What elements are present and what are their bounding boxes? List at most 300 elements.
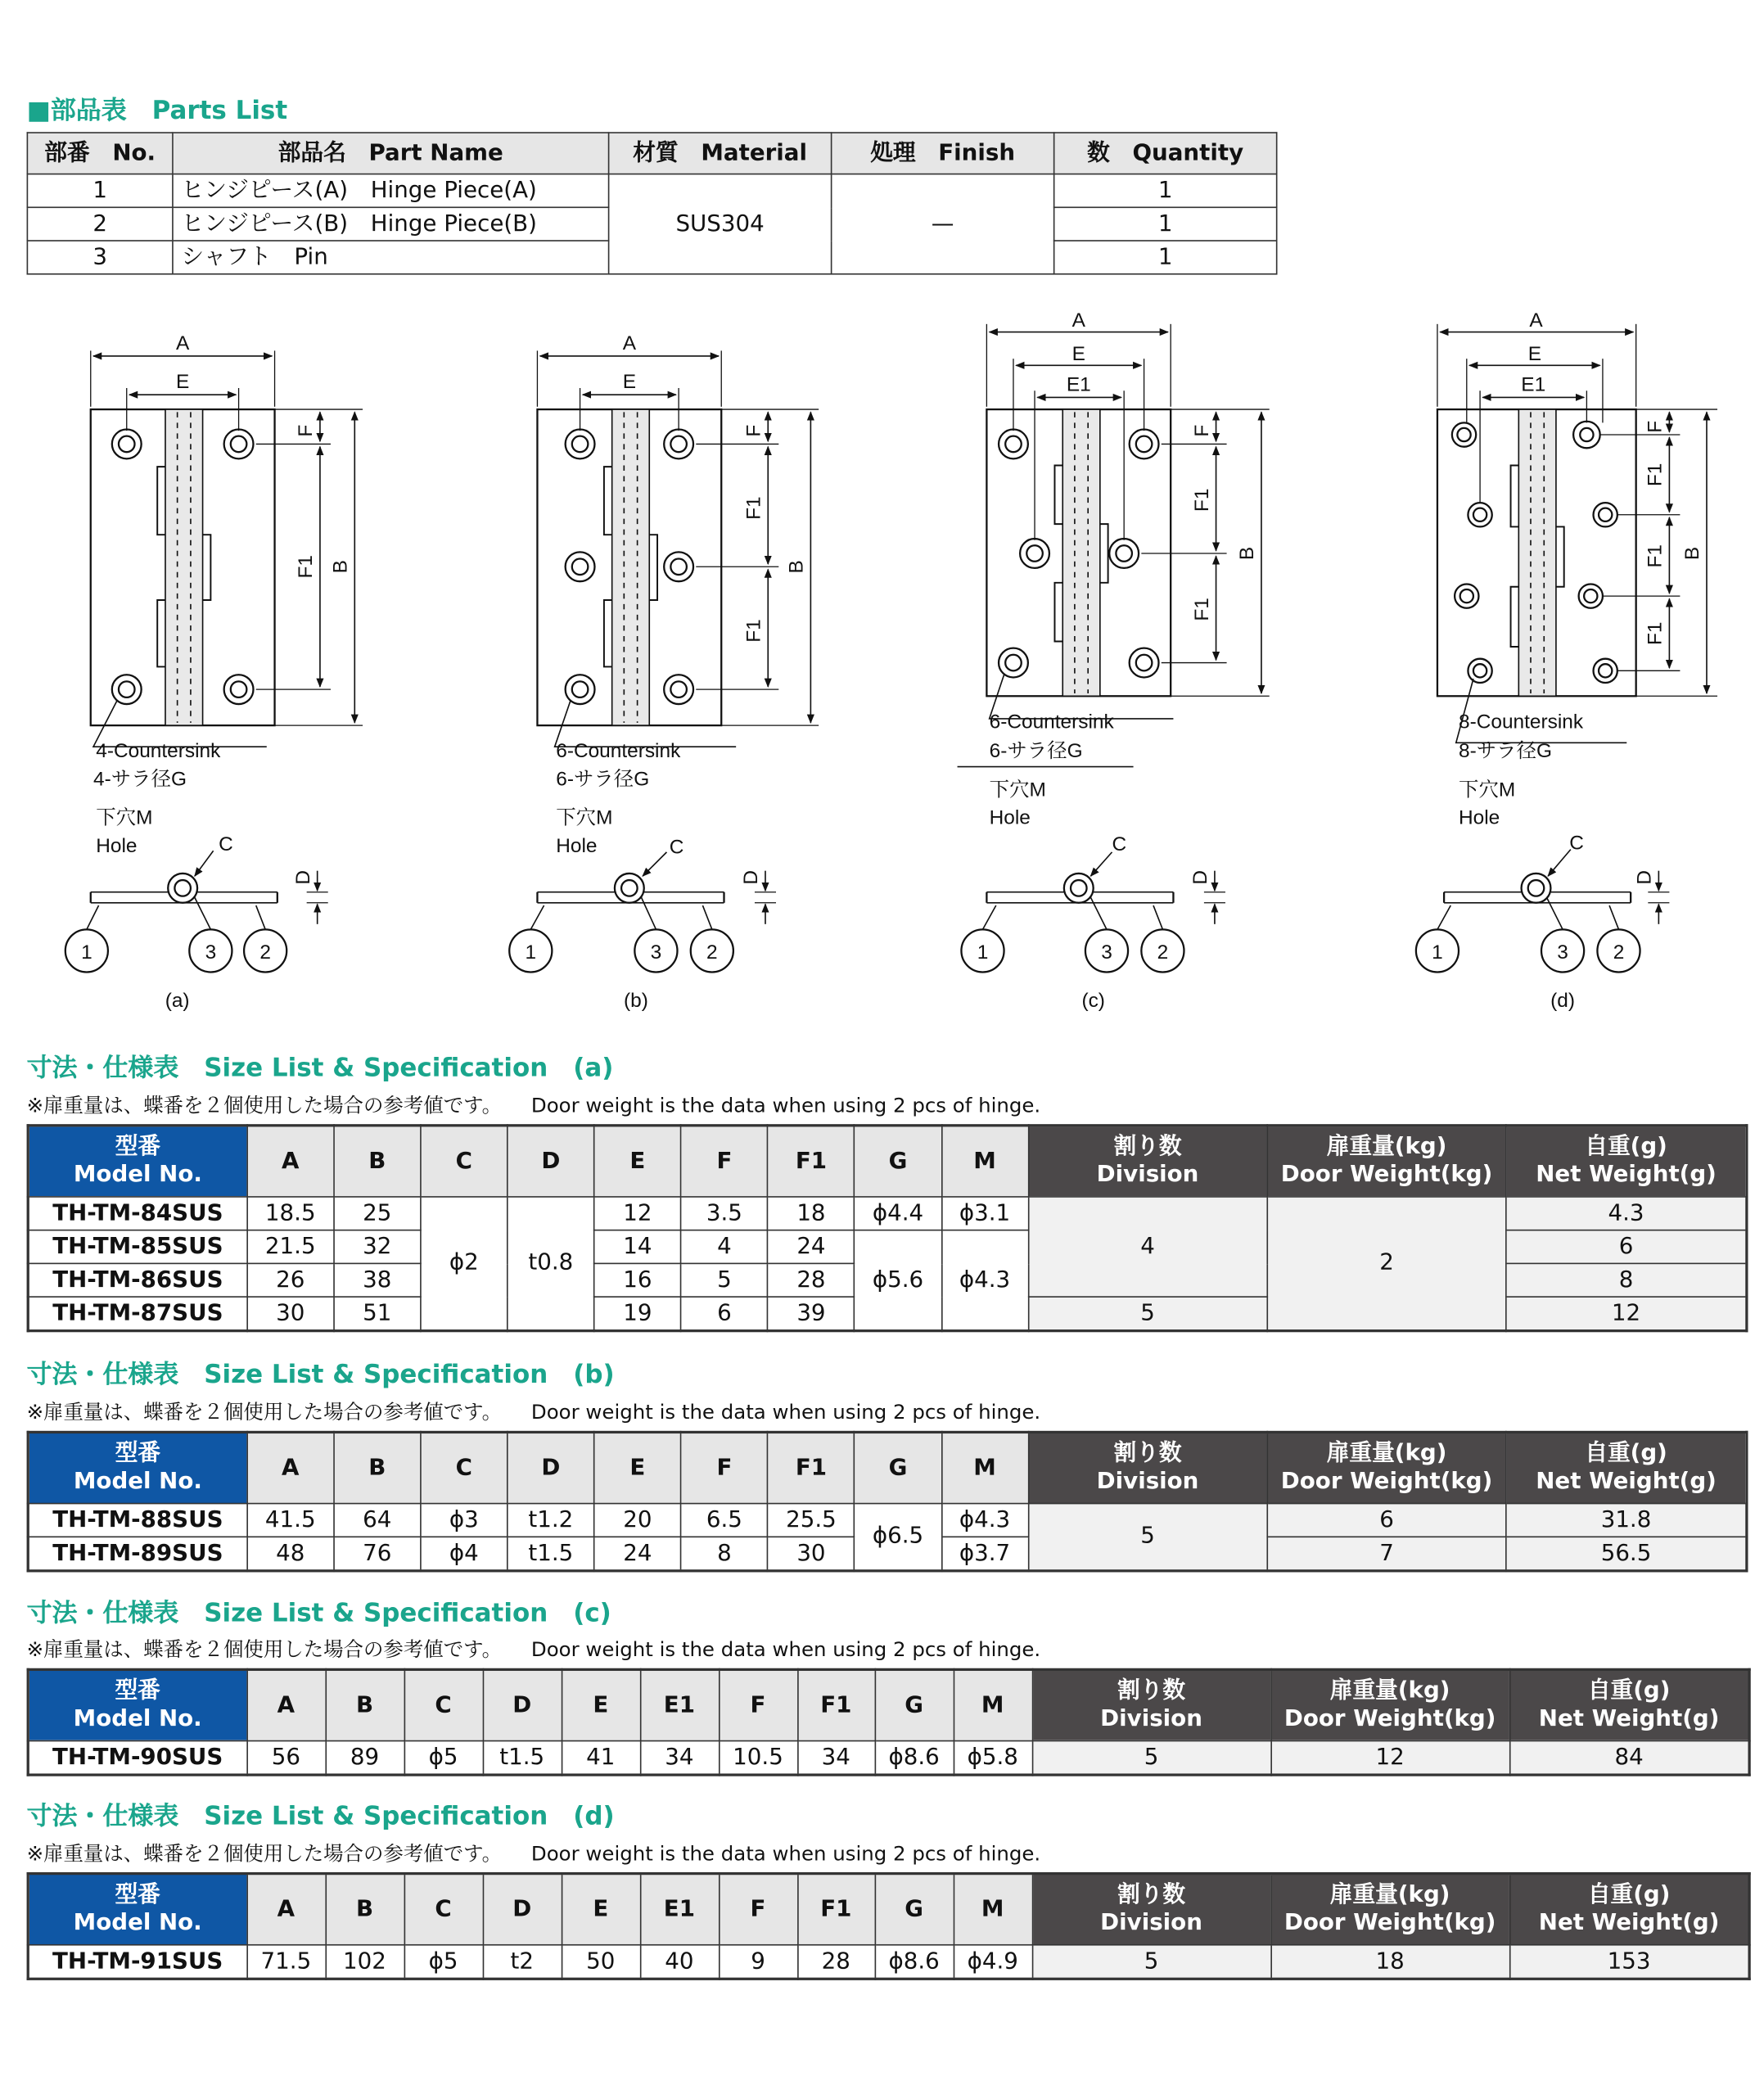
countersink-hole [566, 675, 595, 704]
countersink-hole [1020, 539, 1049, 568]
cell-b: 89 [325, 1741, 404, 1776]
model-cell: TH-TM-86SUS [28, 1263, 247, 1297]
countersink-hole [1594, 659, 1617, 683]
header-g: G [875, 1874, 954, 1945]
header-b: B [325, 1874, 404, 1945]
countersink-hole [664, 552, 693, 581]
cell-f1: 25.5 [768, 1504, 855, 1537]
header-division-en: Division [1100, 1705, 1202, 1732]
figure-caption-d: (d) [1550, 989, 1576, 1012]
cell-net-weight: 6 [1506, 1230, 1747, 1264]
cell-a: 48 [247, 1537, 334, 1571]
cell-net-weight: 8 [1506, 1263, 1747, 1297]
parts-list-table [27, 132, 1278, 274]
countersink-hole [224, 430, 254, 459]
cell-e: 19 [594, 1297, 681, 1331]
header-division-en: Division [1096, 1468, 1199, 1495]
dim-label-a: A [622, 332, 636, 354]
cell-d: t1.5 [508, 1537, 594, 1571]
header-model-en: Model No. [73, 1161, 202, 1189]
cell-c: ϕ5 [404, 1741, 483, 1776]
header-f: F [719, 1874, 797, 1945]
dim-label-f1: F1 [1190, 598, 1213, 621]
cell-door-weight: 6 [1267, 1504, 1506, 1537]
cell-b: 25 [334, 1197, 421, 1230]
cell-division: 5 [1032, 1741, 1271, 1776]
header-model [28, 1669, 246, 1740]
dim-label-f: F [1190, 424, 1213, 437]
header-b: B [334, 1432, 421, 1503]
hole-label-en: Hole [989, 806, 1031, 829]
header-door-ja: 扉重量(kg) [1326, 1440, 1447, 1467]
cell-door-weight: 2 [1267, 1197, 1506, 1331]
cell-g: ϕ8.6 [875, 1741, 954, 1776]
callout-1: 1 [525, 941, 537, 964]
table-row [28, 1504, 1747, 1537]
countersink-hole [1455, 584, 1478, 607]
header-m: M [954, 1669, 1032, 1740]
dim-label-a: A [176, 332, 190, 354]
cell-b: 51 [334, 1297, 421, 1331]
door-weight-note [27, 1635, 1070, 1663]
note-en: Door weight is the data when using 2 pcs of hinge. [530, 1841, 1041, 1866]
callout-1: 1 [977, 941, 989, 964]
part-qty: 1 [1054, 174, 1277, 208]
note-ja: ※扉重量は、蝶番を２個使用した場合の参考値です。 [26, 1841, 503, 1866]
header-model-ja: 型番 [115, 1133, 161, 1161]
cell-f1: 28 [768, 1263, 855, 1297]
hole-label-ja: 下穴M [96, 806, 153, 829]
spec-table-c [27, 1668, 1751, 1776]
model-cell: TH-TM-85SUS [28, 1230, 247, 1264]
countersink-hole [1130, 430, 1159, 459]
dim-label-d: D [1189, 869, 1212, 885]
cell-e: 14 [594, 1230, 681, 1264]
header-division-ja: 割り数 [1113, 1133, 1182, 1161]
countersink-label-en: 6-Countersink [989, 711, 1114, 734]
cell-d: t0.8 [508, 1197, 594, 1331]
header-door-weight [1270, 1669, 1509, 1740]
header-material: 材質 Material [609, 133, 832, 174]
cell-e: 12 [594, 1197, 681, 1230]
callout-3: 3 [650, 941, 662, 964]
cell-e: 41 [562, 1741, 640, 1776]
dim-label-f: F [742, 424, 765, 437]
countersink-hole [566, 552, 595, 581]
header-net-en: Net Weight(g) [1536, 1161, 1717, 1189]
header-d: D [508, 1126, 594, 1197]
header-door-weight [1267, 1432, 1506, 1503]
cell-a: 30 [247, 1297, 334, 1331]
hole-label-en: Hole [556, 834, 598, 857]
dim-label-f1: F1 [1190, 488, 1213, 512]
cell-net-weight: 56.5 [1506, 1537, 1747, 1571]
cell-net-weight: 4.3 [1506, 1197, 1747, 1230]
hole-label-en: Hole [1459, 806, 1500, 829]
header-c: C [404, 1874, 483, 1945]
callout-1: 1 [81, 941, 92, 964]
cell-f: 3.5 [681, 1197, 768, 1230]
countersink-label-ja: 8-サラ径G [1459, 740, 1553, 763]
header-division-en: Division [1096, 1161, 1199, 1189]
table-row [28, 1741, 1749, 1776]
cell-c: ϕ2 [421, 1197, 508, 1331]
cell-door-weight: 7 [1267, 1537, 1506, 1571]
hole-label-ja: 下穴M [556, 806, 613, 829]
dim-label-f1: F1 [1644, 463, 1667, 487]
cell-b: 38 [334, 1263, 421, 1297]
header-door-ja: 扉重量(kg) [1329, 1677, 1450, 1704]
table-row [27, 174, 1276, 208]
part-qty: 1 [1054, 207, 1277, 241]
figure-caption-c: (c) [1081, 989, 1105, 1012]
header-m: M [941, 1126, 1028, 1197]
dim-label-f1: F1 [1644, 621, 1667, 645]
cell-f: 9 [719, 1945, 797, 1979]
material-value: SUS304 [609, 174, 832, 274]
callout-3: 3 [1101, 941, 1112, 964]
cell-net-weight: 31.8 [1506, 1504, 1747, 1537]
note-en: Door weight is the data when using 2 pcs of hinge. [530, 1400, 1041, 1424]
cell-door-weight: 18 [1270, 1945, 1509, 1979]
cell-m: ϕ4.3 [941, 1504, 1028, 1537]
header-door-en: Door Weight(kg) [1280, 1161, 1493, 1189]
countersink-hole [1573, 422, 1600, 449]
cell-a: 18.5 [247, 1197, 334, 1230]
dim-label-c: C [1569, 832, 1584, 855]
cell-a: 26 [247, 1263, 334, 1297]
dim-label-b: B [1681, 546, 1704, 561]
parts-list-title: ■部品表 Parts List [26, 96, 288, 126]
cell-b: 32 [334, 1230, 421, 1264]
header-division [1028, 1432, 1267, 1503]
cell-m: ϕ5.8 [954, 1741, 1032, 1776]
cell-net-weight: 153 [1509, 1945, 1749, 1979]
model-cell: TH-TM-89SUS [28, 1537, 247, 1571]
callout-2: 2 [259, 941, 271, 964]
header-door-weight [1270, 1874, 1509, 1945]
cell-f1: 18 [768, 1197, 855, 1230]
header-division-en: Division [1100, 1909, 1202, 1937]
header-net-ja: 自重(g) [1585, 1440, 1667, 1467]
header-f: F [681, 1432, 768, 1503]
header-b: B [325, 1669, 404, 1740]
model-cell: TH-TM-87SUS [28, 1297, 247, 1331]
cell-f: 6.5 [681, 1504, 768, 1537]
cell-a: 71.5 [246, 1945, 325, 1979]
countersink-hole [664, 430, 693, 459]
header-a: A [246, 1669, 325, 1740]
cell-b: 102 [325, 1945, 404, 1979]
table-row [28, 1945, 1749, 1979]
header-model-en: Model No. [73, 1909, 202, 1937]
dim-label-e: E [1071, 342, 1085, 365]
part-no: 1 [27, 174, 173, 208]
callout-3: 3 [205, 941, 217, 964]
header-net-ja: 自重(g) [1585, 1133, 1667, 1161]
dim-label-f1: F1 [742, 496, 765, 520]
cell-e: 24 [594, 1537, 681, 1571]
dim-label-f: F [295, 424, 318, 437]
cell-f: 6 [681, 1297, 768, 1331]
model-cell: TH-TM-84SUS [28, 1197, 247, 1230]
countersink-label-ja: 6-サラ径G [556, 768, 650, 791]
note-ja: ※扉重量は、蝶番を２個使用した場合の参考値です。 [26, 1637, 503, 1662]
dim-label-c: C [1112, 833, 1127, 856]
door-weight-note [27, 1397, 1070, 1425]
header-door-en: Door Weight(kg) [1280, 1468, 1493, 1495]
header-d: D [483, 1874, 562, 1945]
header-f1: F1 [797, 1874, 874, 1945]
hole-label-ja: 下穴M [1459, 779, 1516, 801]
cell-f: 8 [681, 1537, 768, 1571]
figure-caption-a: (a) [165, 989, 190, 1012]
header-net-weight [1506, 1126, 1747, 1197]
countersink-hole [999, 648, 1028, 678]
header-b: B [334, 1126, 421, 1197]
header-division-ja: 割り数 [1113, 1440, 1182, 1467]
header-no: 部番 No. [27, 133, 173, 174]
cell-d: t1.2 [508, 1504, 594, 1537]
cell-division: 4 [1028, 1197, 1267, 1297]
cell-c: ϕ4 [421, 1537, 508, 1571]
header-c: C [421, 1432, 508, 1503]
header-f: F [719, 1669, 797, 1740]
note-en: Door weight is the data when using 2 pcs of hinge. [530, 1637, 1041, 1662]
countersink-hole [1579, 584, 1603, 607]
part-no: 2 [27, 207, 173, 241]
countersink-hole [224, 675, 254, 704]
cell-c: ϕ5 [404, 1945, 483, 1979]
header-c: C [421, 1126, 508, 1197]
header-model [28, 1126, 247, 1197]
table-row [28, 1197, 1747, 1230]
cell-e: 16 [594, 1263, 681, 1297]
header-part-name: 部品名 Part Name [173, 133, 609, 174]
dim-label-b: B [1236, 546, 1259, 561]
callout-2: 2 [706, 941, 718, 964]
callout-2: 2 [1157, 941, 1169, 964]
header-m: M [954, 1874, 1032, 1945]
header-g: G [855, 1432, 941, 1503]
cell-c: ϕ3 [421, 1504, 508, 1537]
dim-label-e1: E1 [1521, 373, 1546, 396]
header-c: C [404, 1669, 483, 1740]
header-division [1032, 1874, 1271, 1945]
dim-label-a: A [1071, 309, 1085, 332]
cell-g: ϕ6.5 [855, 1504, 941, 1571]
countersink-hole [1452, 422, 1476, 446]
header-d: D [508, 1432, 594, 1503]
cell-m: ϕ3.1 [941, 1197, 1028, 1230]
countersink-hole [1594, 503, 1617, 526]
countersink-hole [112, 675, 142, 704]
header-g: G [875, 1669, 954, 1740]
note-ja: ※扉重量は、蝶番を２個使用した場合の参考値です。 [26, 1093, 503, 1118]
header-division-ja: 割り数 [1117, 1677, 1186, 1704]
cell-door-weight: 12 [1270, 1741, 1509, 1776]
dim-label-e: E [176, 371, 190, 394]
header-net-en: Net Weight(g) [1536, 1468, 1717, 1495]
header-finish: 処理 Finish [832, 133, 1054, 174]
header-division [1032, 1669, 1271, 1740]
header-net-weight [1506, 1432, 1747, 1503]
countersink-hole [112, 430, 142, 459]
header-f: F [681, 1126, 768, 1197]
header-net-en: Net Weight(g) [1538, 1909, 1720, 1937]
cell-b: 64 [334, 1504, 421, 1537]
drawing-d [1416, 324, 1717, 973]
figure-caption-b: (b) [624, 989, 648, 1012]
drawing-a [65, 350, 363, 972]
cell-f1: 28 [797, 1945, 874, 1979]
part-name: ヒンジピース(B) Hinge Piece(B) [173, 207, 609, 241]
spec-table-a [27, 1124, 1748, 1332]
cell-e1: 34 [640, 1741, 719, 1776]
countersink-hole [999, 430, 1028, 459]
header-division [1028, 1126, 1267, 1197]
dim-label-c: C [219, 833, 233, 856]
door-weight-note [27, 1090, 1070, 1118]
drawing-c [958, 324, 1270, 973]
drawing-b [509, 350, 819, 972]
header-net-weight [1509, 1669, 1749, 1740]
model-cell: TH-TM-88SUS [28, 1504, 247, 1537]
dim-label-e: E [622, 371, 636, 394]
header-net-weight [1509, 1874, 1749, 1945]
cell-g: ϕ4.4 [855, 1197, 941, 1230]
header-e: E [594, 1432, 681, 1503]
spec-b-title: 寸法・仕様表 Size List & Specification (b) [26, 1360, 615, 1390]
header-a: A [247, 1126, 334, 1197]
dim-label-b: B [785, 560, 808, 574]
cell-e: 50 [562, 1945, 640, 1979]
countersink-hole [1109, 539, 1139, 568]
part-name: ヒンジピース(A) Hinge Piece(A) [173, 174, 609, 208]
spec-a-title: 寸法・仕様表 Size List & Specification (a) [26, 1053, 614, 1083]
header-e: E [562, 1669, 640, 1740]
countersink-label-en: 4-Countersink [96, 740, 221, 763]
header-model-ja: 型番 [115, 1677, 160, 1704]
part-no: 3 [27, 241, 173, 274]
cell-division: 5 [1032, 1945, 1271, 1979]
header-model-en: Model No. [73, 1468, 202, 1495]
cell-division: 5 [1028, 1297, 1267, 1331]
cell-f1: 39 [768, 1297, 855, 1331]
dim-label-a: A [1529, 309, 1543, 332]
countersink-label-ja: 4-サラ径G [93, 768, 187, 791]
header-door-ja: 扉重量(kg) [1326, 1133, 1447, 1161]
spec-c-title: 寸法・仕様表 Size List & Specification (c) [26, 1599, 611, 1628]
countersink-hole [664, 675, 693, 704]
countersink-label-ja: 6-サラ径G [989, 740, 1083, 763]
note-en: Door weight is the data when using 2 pcs of hinge. [530, 1093, 1041, 1118]
dim-label-d: D [291, 869, 314, 885]
finish-value: — [832, 174, 1054, 274]
countersink-hole [566, 430, 595, 459]
header-e: E [562, 1874, 640, 1945]
header-door-en: Door Weight(kg) [1284, 1909, 1496, 1937]
model-cell: TH-TM-90SUS [28, 1741, 246, 1776]
header-e1: E1 [640, 1669, 719, 1740]
header-net-ja: 自重(g) [1587, 1881, 1671, 1908]
header-d: D [483, 1669, 562, 1740]
header-model [28, 1432, 247, 1503]
header-m: M [941, 1432, 1028, 1503]
cell-f: 10.5 [719, 1741, 797, 1776]
cell-g: ϕ8.6 [875, 1945, 954, 1979]
countersink-hole [1468, 659, 1491, 683]
dim-label-f1: F1 [1644, 544, 1667, 568]
cell-a: 56 [246, 1741, 325, 1776]
cell-m: ϕ4.9 [954, 1945, 1032, 1979]
cell-e: 20 [594, 1504, 681, 1537]
header-e: E [594, 1126, 681, 1197]
header-net-ja: 自重(g) [1587, 1677, 1671, 1704]
callout-3: 3 [1557, 941, 1568, 964]
spec-table-b [27, 1431, 1748, 1573]
header-a: A [247, 1432, 334, 1503]
cell-b: 76 [334, 1537, 421, 1571]
cell-net-weight: 12 [1506, 1297, 1747, 1331]
header-f1: F1 [768, 1126, 855, 1197]
header-net-en: Net Weight(g) [1538, 1705, 1720, 1732]
cell-a: 21.5 [247, 1230, 334, 1264]
header-division-ja: 割り数 [1117, 1881, 1186, 1908]
header-g: G [855, 1126, 941, 1197]
cell-f: 5 [681, 1263, 768, 1297]
header-door-weight [1267, 1126, 1506, 1197]
header-f1: F1 [797, 1669, 874, 1740]
cell-f1: 24 [768, 1230, 855, 1264]
callout-2: 2 [1613, 941, 1625, 964]
spec-d-title: 寸法・仕様表 Size List & Specification (d) [26, 1801, 615, 1831]
door-weight-note [27, 1839, 1070, 1867]
dim-label-c: C [669, 836, 684, 859]
hinge-drawings [0, 300, 1764, 1027]
cell-f1: 34 [797, 1741, 874, 1776]
drawing-a-labels [81, 332, 351, 1012]
dim-label-b: B [329, 560, 352, 574]
dim-label-d: D [1633, 869, 1656, 885]
hole-label-ja: 下穴M [989, 779, 1046, 801]
dim-label-d: D [740, 869, 763, 885]
header-e1: E1 [640, 1874, 719, 1945]
dim-label-f1: F1 [742, 619, 765, 643]
countersink-label-en: 8-Countersink [1459, 711, 1584, 734]
cell-a: 41.5 [247, 1504, 334, 1537]
model-cell: TH-TM-91SUS [28, 1945, 246, 1979]
cell-net-weight: 84 [1509, 1741, 1749, 1776]
header-model [28, 1874, 246, 1945]
cell-e1: 40 [640, 1945, 719, 1979]
header-model-ja: 型番 [115, 1440, 161, 1467]
cell-f: 4 [681, 1230, 768, 1264]
dim-label-e1: E1 [1066, 373, 1091, 396]
cell-division: 5 [1028, 1504, 1267, 1571]
part-qty: 1 [1054, 241, 1277, 274]
header-door-ja: 扉重量(kg) [1329, 1881, 1450, 1908]
header-quantity: 数 Quantity [1054, 133, 1277, 174]
header-model-en: Model No. [73, 1705, 202, 1732]
header-f1: F1 [768, 1432, 855, 1503]
dim-label-f1: F1 [295, 555, 318, 579]
cell-d: t2 [483, 1945, 562, 1979]
countersink-hole [1468, 503, 1491, 526]
dim-label-f: F [1644, 420, 1667, 433]
cell-g: ϕ5.6 [855, 1230, 941, 1331]
part-name: シャフト Pin [173, 241, 609, 274]
